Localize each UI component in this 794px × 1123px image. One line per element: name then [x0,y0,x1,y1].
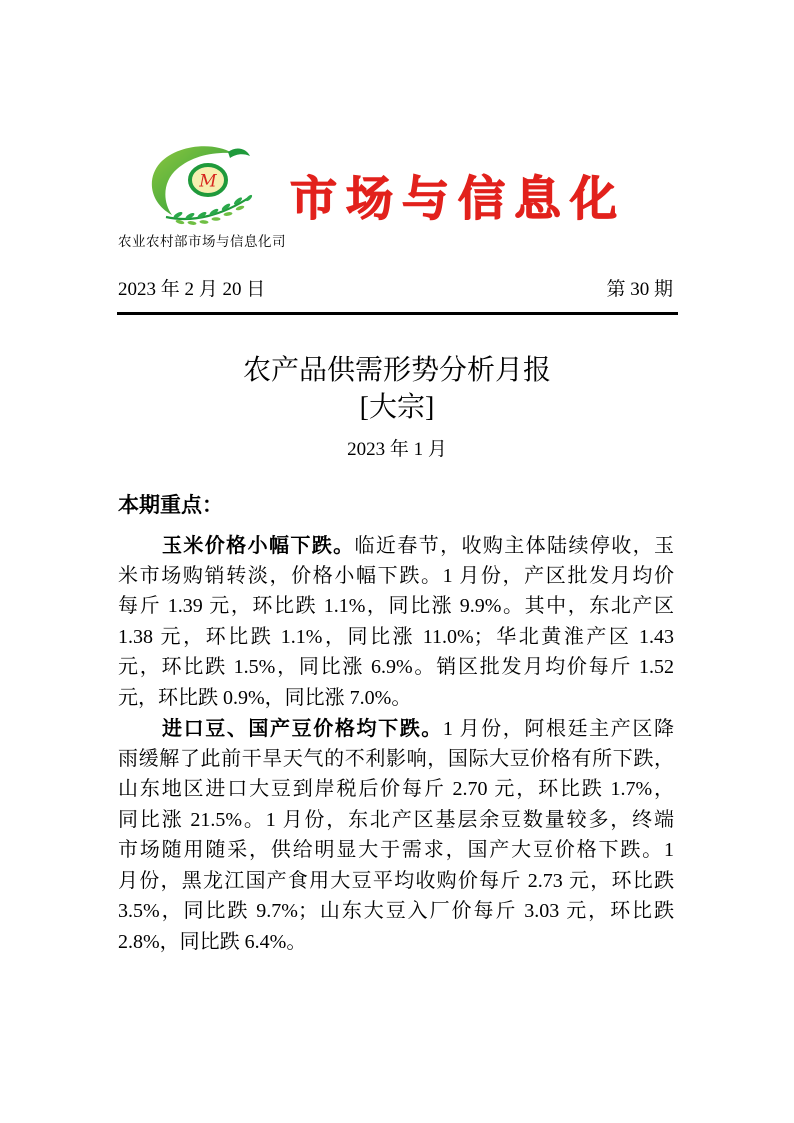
paragraph-line: 山东地区进口大豆到岸税后价每斤 2.70 元，环比跌 1.7%， [118,778,674,800]
paragraph-lead: 进口豆、国产豆价格均下跌。 [162,716,443,740]
paragraph-text: 1 月份，阿根廷主产区降 [442,718,675,740]
paragraph-line: 2.8%，同比跌 6.4%。 [118,930,307,953]
paragraph-line: 每斤 1.39 元，环比跌 1.1%，同比涨 9.9%。其中，东北产区 [118,595,674,617]
highlights-body [118,530,674,957]
paragraph-line: 元，环比跌 1.5%，同比涨 6.9%。销区批发月均价每斤 1.52 [118,656,674,678]
paragraph-text: 临近春节，收购主体陆续停收，玉 [354,535,675,557]
report-title: 农产品供需形势分析月报 [242,355,551,386]
department-name: 农业农村部市场与信息化司 [118,234,286,250]
wheat-grain [199,220,208,224]
ministry-logo-icon [148,143,254,225]
paragraph-line: 雨缓解了此前干旱天气的不利影响，国际大豆价格有所下跌， [118,747,674,770]
wheat-grain [187,220,196,225]
paragraph-soybean [118,713,674,957]
report-category: [大宗] [359,392,435,423]
issue-info [118,278,673,302]
logo-wheat [166,194,253,225]
paragraph-line [118,530,674,561]
issue-date: 2023 年 2 月 20 日 [118,279,266,300]
paragraph-line: 市场随用随采，供给明显大于需求，国产大豆价格下跌。1 [118,839,674,861]
paragraph-line [118,713,674,744]
paragraph-line: 3.5%，同比跌 9.7%；山东大豆入厂价每斤 3.03 元，环比跌 [118,900,674,922]
paragraph-line: 米市场购销转淡，价格小幅下跌。1 月份，产区批发月均价 [118,564,674,587]
logo-leaf [228,149,250,158]
logo-letter: M [199,171,217,192]
masthead-title: 市场与信息化 [290,172,626,227]
paragraph-line: 元，环比跌 0.9%，同比涨 7.0%。 [118,686,412,709]
paragraph-corn [118,530,674,713]
wheat-grain [245,194,253,202]
header-divider [117,312,678,315]
paragraph-line: 1.38 元，环比跌 1.1%，同比涨 11.0%；华北黄淮产区 1.43 [118,625,674,648]
wheat-grain [212,217,221,221]
paragraph-line: 月份，黑龙江国产食用大豆平均收购价每斤 2.73 元，环比跌 [118,869,674,892]
highlights-heading: 本期重点： [118,493,223,517]
paragraph-line: 同比涨 21.5%。1 月份，东北产区基层余豆数量较多，终端 [118,808,674,831]
wheat-grain [223,211,232,216]
issue-number: 第 30 期 [606,279,673,300]
paragraph-lead: 玉米价格小幅下跌。 [162,533,355,557]
report-period: 2023 年 1 月 [347,439,447,460]
